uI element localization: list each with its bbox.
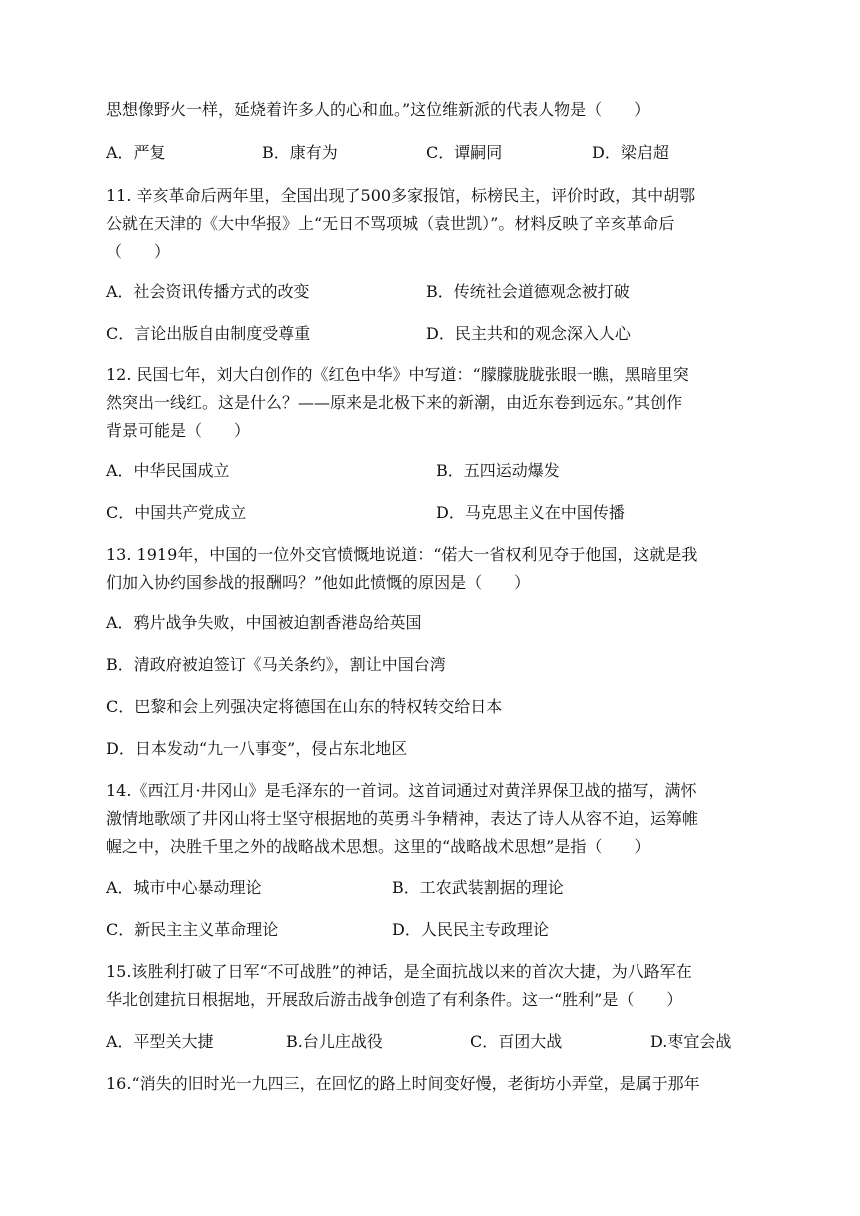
q14-option-b: B．工农武装割据的理论 (392, 878, 564, 897)
q13-option-c: C．巴黎和会上列强决定将德国在山东的特权转交给日本 (106, 697, 503, 716)
q13-option-b: B．清政府被迫签订《马关条约》，割让中国台湾 (106, 655, 446, 674)
q10-stem-line: 思想像野火一样，延烧着许多人的心和血。”这位维新派的代表人物是（ ） (106, 100, 651, 119)
q14-stem-line-1: 14.《西江月·井冈山》是毛泽东的一首词。这首词通过对黄洋界保卫战的描写，满怀 (106, 781, 697, 800)
q15-option-c: C．百团大战 (470, 1032, 563, 1051)
q15-option-d: D.枣宜会战 (650, 1032, 732, 1051)
q12-option-c: C．中国共产党成立 (106, 503, 247, 522)
q16-stem-line-1: 16.“消失的旧时光一九四三，在回忆的路上时间变好慢，老街坊小弄堂，是属于那年 (106, 1074, 700, 1093)
q12-stem-line-1: 12. 民国七年，刘大白创作的《红色中华》中写道：“朦朦胧胧张眼一瞧，黑暗里突 (106, 365, 689, 384)
q11-option-b: B．传统社会道德观念被打破 (426, 282, 630, 301)
q14-option-d: D．人民民主专政理论 (392, 920, 549, 939)
q12-option-a: A．中华民国成立 (106, 461, 230, 480)
q13-stem-line-2: 们加入协约国参战的报酬吗？”他如此愤慨的原因是（ ） (106, 573, 531, 592)
q14-option-c: C．新民主主义革命理论 (106, 920, 279, 939)
q11-stem-line-2: 公就在天津的《大中华报》上“无日不骂项城（袁世凯）”。材料反映了辛亥革命后 (106, 214, 675, 233)
q11-stem-line-3: （ ） (106, 242, 171, 261)
q11-option-d: D．民主共和的观念深入人心 (426, 324, 631, 343)
q15-stem-line-1: 15.该胜利打破了日军“不可战胜”的神话，是全面抗战以来的首次大捷，为八路军在 (106, 962, 692, 981)
q14-option-a: A．城市中心暴动理论 (106, 878, 262, 897)
q13-option-d: D．日本发动“九一八事变”，侵占东北地区 (106, 739, 408, 758)
q12-stem-line-3: 背景可能是（ ） (106, 421, 251, 440)
q10-option-c: C．谭嗣同 (426, 143, 503, 162)
q10-option-b: B．康有为 (262, 143, 338, 162)
q11-stem-line-1: 11. 辛亥革命后两年里，全国出现了500多家报馆，标榜民主，评价时政，其中胡鄂 (106, 186, 696, 205)
q10-option-a: A．严复 (106, 143, 166, 162)
q10-option-d: D．梁启超 (592, 143, 669, 162)
q11-option-a: A．社会资讯传播方式的改变 (106, 282, 310, 301)
q12-option-d: D．马克思主义在中国传播 (436, 503, 625, 522)
q13-stem-line-1: 13. 1919年，中国的一位外交官愤慨地说道：“偌大一省权利见夺于他国，这就是我 (106, 545, 698, 564)
q11-option-c: C．言论出版自由制度受尊重 (106, 324, 311, 343)
q15-option-b: B.台儿庄战役 (286, 1032, 383, 1051)
q12-stem-line-2: 然突出一线红。这是什么？——原来是北极下来的新潮，由近东卷到远东。”其创作 (106, 393, 683, 412)
q14-stem-line-3: 幄之中，决胜千里之外的战略战术思想。这里的“战略战术思想”是指（ ） (106, 837, 651, 856)
q12-option-b: B．五四运动爆发 (436, 461, 560, 480)
q15-option-a: A．平型关大捷 (106, 1032, 214, 1051)
q13-option-a: A．鸦片战争失败，中国被迫割香港岛给英国 (106, 613, 422, 632)
q15-stem-line-2: 华北创建抗日根据地，开展敌后游击战争创造了有利条件。这一“胜利”是（ ） (106, 990, 683, 1009)
q14-stem-line-2: 激情地歌颂了井冈山将士坚守根据地的英勇斗争精神，表达了诗人从容不迫，运筹帷 (106, 809, 699, 828)
